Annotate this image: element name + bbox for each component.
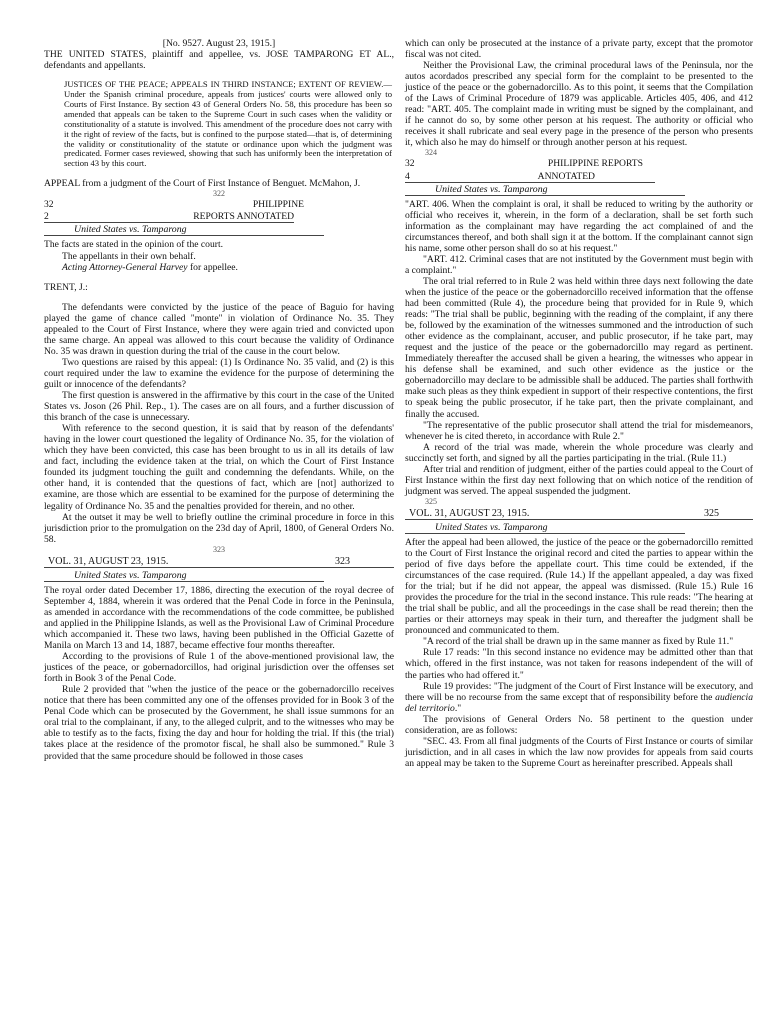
attorney-name: Acting Attorney-General Harvey xyxy=(62,261,188,273)
attorney-line xyxy=(44,262,394,273)
rule19-text: Rule 19 provides: "The judgment of the Court of First Instance will be executory, and there will be no recourse from the same except that of responsibility before the xyxy=(405,680,753,703)
running-head-word2: ANNOTATED xyxy=(537,170,595,182)
running-head-num2: 2 xyxy=(44,211,49,223)
paragraph: The royal order dated December 17, 1886, directing the execution of the royal decree of September 4, 1884, wherein it was ordered that the Penal Code in force in the Peninsula, as amended in accordance with the recommendations of the code committee, be published and applied in the Philippine Islands, as well as the Provisional Law of Criminal Procedure which accompanied it. These two laws, having been published in the Official Gazette of Manila on March 13 and 14, 1887, became effective four months thereafter. xyxy=(44,584,394,652)
case-header: United States vs. Tamparong xyxy=(405,522,685,534)
page-marker-322: 322 xyxy=(213,189,225,199)
paragraph: Rule 17 reads: "In this second instance no evidence may be admitted other than that which, offered in the first instance, was not taken for reasons independent of the will of the parties who had offered it." xyxy=(405,647,753,681)
running-head-num2: 4 xyxy=(405,170,410,182)
rule19-end: ." xyxy=(454,702,462,714)
paragraph: which can only be prosecuted at the instance of a private party, except that the promotor fiscal was not cited. xyxy=(405,38,753,61)
running-head-line2 xyxy=(44,211,294,223)
page-marker-323: 323 xyxy=(213,544,225,554)
paragraph: After trial and rendition of judgment, either of the parties could appeal to the Court of First Instance within the first day next following that on which notice of the rendition of judgment was served. The appeal suspended the judgment. xyxy=(405,463,753,497)
volume-title: VOL. 31, AUGUST 23, 1915. xyxy=(409,507,530,519)
running-head-line1 xyxy=(405,158,753,169)
attorney-role: for appellee. xyxy=(187,261,238,273)
case-parties: THE UNITED STATES, plaintiff and appellee, vs. JOSE TAMPARONG ET AL., defendants and appellants. xyxy=(44,49,394,72)
paragraph: According to the provisions of Rule 1 of the above-mentioned provisional law, the justices of the peace, or gobernadorcillos, had original jurisdiction over the offenses set forth in Book 3 of the Penal Code. xyxy=(44,651,394,685)
facts-line: The facts are stated in the opinion of the court. xyxy=(44,239,224,251)
paragraph: "The representative of the public prosecutor shall attend the trial for misdemeanors, whenever he is cited thereto, in accordance with Rule 2." xyxy=(405,419,753,442)
syllabus: JUSTICES OF THE PEACE; APPEALS IN THIRD INSTANCE; EXTENT OF REVIEW.—Under the Spanish criminal procedure, appeals from justices' courts were allowed only to Courts of First Instance. By section 43 of General Orders No. 58, this procedure has been so amended that appeals can be taken to the Supreme Court in such cases when the validity or constitutionality of a statute is involved. This amendment of the procedure does not carry with it the right of review of the facts, but is confined to the purpose stated—that is, of determining the validity or constitutionality of the statute or ordinance upon which the judgment was predicated. Former cases reviewed, showing that such has uniformly been the interpretation of section 43 by this court. xyxy=(64,79,392,169)
paragraph: "SEC. 43. From all final judgments of the Courts of First Instance or courts of similar jurisdiction, and in all cases in which the law now provides for appeals from said courts an appeal may be taken to the Supreme Court as hereinafter prescribed. Appeals shall xyxy=(405,735,753,769)
volume-page: 323 xyxy=(335,555,350,567)
case-header: United States vs. Tamparong xyxy=(44,224,324,236)
case-header: United States vs. Tamparong xyxy=(405,184,685,196)
volume-title: VOL. 31, AUGUST 23, 1915. xyxy=(48,555,169,567)
running-head-line2 xyxy=(405,171,655,183)
running-head-word: PHILIPPINE xyxy=(252,199,304,211)
judge-line: TRENT, J.: xyxy=(44,281,88,293)
appeal-line: APPEAL from a judgment of the Court of First Instance of Benguet. McMahon, J. xyxy=(44,178,361,190)
running-head-word: PHILIPPINE REPORTS xyxy=(547,158,643,170)
paragraph xyxy=(405,681,753,714)
running-head-num: 32 xyxy=(405,158,415,170)
appellants-line: The appellants in their own behalf. xyxy=(62,250,196,262)
volume-header xyxy=(405,508,753,520)
paragraph: The first question is answered in the affirmative by this court in the case of the United States vs. Joson (26 Phil. Rep., 1). The cases are on all fours, and a further discussion of this branch of the case is unnecessary. xyxy=(44,390,394,424)
paragraph: Rule 2 provided that "when the justice of the peace or the gobernadorcillo receives notice that there has been committed any one of the offenses provided for in Book 3 of the Penal Code which can be prosecuted by the Government, he shall issue summons for an oral trial to the complainant, if any, to the alleged culprit, and to the witnesses who may be able to testify as to the facts, fixing the day and hour for holding the trial. If this (the trial) takes place at the residence of the promotor fiscal, he shall also be summoned." Rule 3 provided that the same procedure should be followed in those cases xyxy=(44,684,394,762)
left-column xyxy=(44,38,394,762)
paragraph: "ART. 406. When the complaint is oral, it shall be reduced to writing by the authority or official who receives it, wherein, in the form of a declaration, shall be set forth such information as the complainant may have regarding the act complained of and the circumstances thereof, and both shall sign it at the bottom. If the complainant cannot sign his name, some other person shall do so at his request." xyxy=(405,198,753,254)
paragraph: A record of the trial was made, wherein the whole procedure was clearly and succinctly set forth, and signed by all the parties participating in the trial. (Rule 11.) xyxy=(405,441,753,464)
paragraph: The defendants were convicted by the justice of the peace of Baguio for having played the game of chance called "monte" in violation of Ordinance No. 35. They appealed to the Court of First Instance, where they were again tried and convicted upon the same charge. An appeal was allowed to this court because the validity of Ordinance No. 35 was drawn in question during the trial of the cause in the court below. xyxy=(44,301,394,357)
case-number: [No. 9527. August 23, 1915.] xyxy=(162,38,276,49)
running-head-num: 32 xyxy=(44,199,54,211)
paragraph: "ART. 412. Criminal cases that are not instituted by the Government must begin with a complaint." xyxy=(405,253,753,276)
paragraph: "A record of the trial shall be drawn up in the same manner as fixed by Rule 11." xyxy=(423,636,734,648)
paragraph: The provisions of General Orders No. 58 pertinent to the question under consideration, are as follows: xyxy=(405,713,753,736)
paragraph: Two questions are raised by this appeal: (1) Is Ordinance No. 35 valid, and (2) is this court required under the law to examine the evidence for the purpose of determining the guilt or innocence of the defendants? xyxy=(44,356,394,390)
volume-header xyxy=(44,556,394,568)
running-head-word2: REPORTS ANNOTATED xyxy=(193,211,294,223)
paragraph: The oral trial referred to in Rule 2 was held within three days next following the date when the justice of the peace or the gobernadorcillo received information that the offense had been committed (Rule 4), the procedure being that provided for in Rule 9, which reads: "The trial shall be public, beginning with the reading of the complaint, if any there be, followed by the examination of the witnesses summoned and the introduction of such other evidence as the complainant, accuser, and public prosecutor, if he take part, may request and the justice of the peace or the gobernadorcillo may regard as pertinent. Immediately thereafter the accused shall be given a hearing, the witnesses who appear in his defense shall be examined, and such other evidence as the justice or the gobernadorcillo may declare to be admissible shall be adduced. The parties shall forthwith make such pleas as they think expedient in support of their respective contentions, the first to speak being the public prosecutor, if he take part, then the private complainant, and finally the accused. xyxy=(405,275,753,420)
paragraph: At the outset it may be well to briefly outline the criminal procedure in force in this jurisdiction prior to the promulgation on the 23d day of April, 1800, of General Orders No. 58. xyxy=(44,511,394,545)
paragraph: After the appeal had been allowed, the justice of the peace or the gobernadorcillo remitted to the Court of First Instance the original record and cited the parties to appear within the period of five days before the appellate court. This time could be extended, if the circumstances of the case required. (Rule 14.) If the appellant appealed, a day was fixed for the trial; but if he did not appear, the appeal was dismissed. (Rule 15.) Rule 16 provides the procedure for the trial in the second instance. This rule reads: "The hearing at the trial shall be public, and all the proceedings in the case shall be read therein; then the parties or their attorneys may speak in their turn, and thereafter the judgment shall be pronounced and communicated to them. xyxy=(405,536,753,637)
rule19-italic: audiencia del territorio xyxy=(405,691,753,714)
volume-page: 325 xyxy=(704,507,719,519)
case-header: United States vs. Tamparong xyxy=(44,570,324,582)
page-marker-325: 325 xyxy=(425,496,437,506)
paragraph: Neither the Provisional Law, the criminal procedural laws of the Peninsula, nor the autos acordados prescribed any special form for the complaint to be presented to the justice of the peace or the gobernadorcillo. As to this point, it seems that the Compilation of the Laws of Criminal Procedure of 1879 was applicable. Articles 405, 406, and 412 read: "ART. 405. The complaint made in writing must be signed by the complainant, and if he cannot do so, by some other person at his request. The authority or official who receives it shall rubricate and seal every page in the presence of the person who presents it, which also he may do himself or through another person at his request. xyxy=(405,60,753,149)
page-marker-324: 324 xyxy=(425,148,437,158)
right-column xyxy=(405,38,753,769)
running-head-line1 xyxy=(44,199,394,210)
paragraph: With reference to the second question, it is said that by reason of the defendants' having in the lower court questioned the legality of Ordinance No. 35, for the violation of which they have been convicted, this case has been brought to us in all its details of law and fact, including the evidence taken at the trial, on which the Court of First Instance founded its judgment touching the guilt and condemning the defendants. While, on the other hand, it is contended that the questions of fact, which are [not] authorized to examine, are those which are essential to be examined for the purpose of determining the legality of Ordinance No. 35 and the penalties provided for therein, and no other. xyxy=(44,423,394,512)
